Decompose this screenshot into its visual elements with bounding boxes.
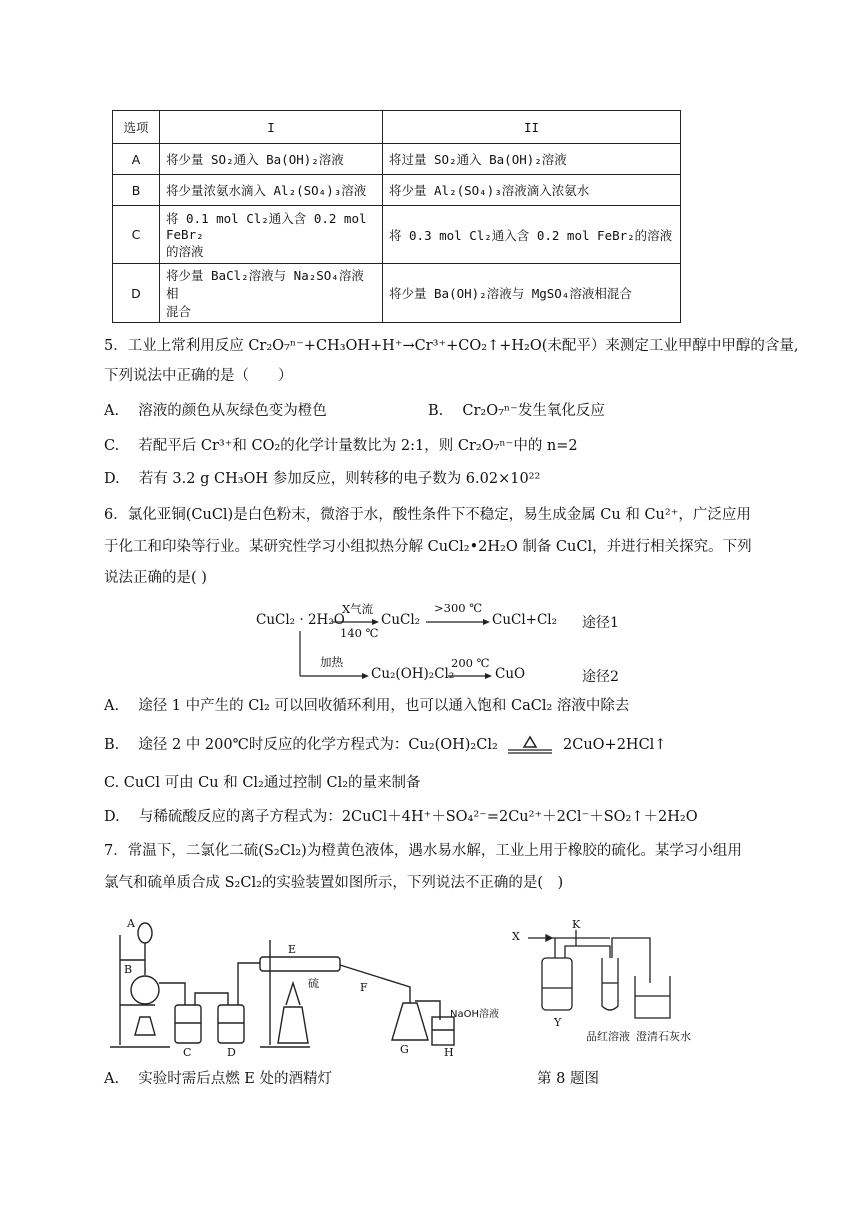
cell-ii: 将 0.3 mol Cl₂通入含 0.2 mol FeBr₂的溶液 (383, 206, 681, 264)
cell-ii: 将过量 SO₂通入 Ba(OH)₂溶液 (383, 144, 681, 175)
apparatus-figure (110, 905, 500, 1065)
q7-option-a: A. 实验时需后点燃 E 处的酒精灯 (104, 1071, 332, 1087)
label-c: C (183, 1046, 192, 1059)
scheme-arrow3-top: 200 ℃ (451, 656, 490, 670)
row-key: C (113, 206, 160, 264)
label-e: E (288, 943, 297, 956)
scheme-start: CuCl₂ · 2H₂O (256, 612, 345, 628)
q5-stem-line2: 下列说法中正确的是（ ） (104, 368, 293, 384)
table-row (113, 206, 681, 264)
apparatus-drawing (110, 905, 500, 1065)
scheme-mid2: Cu₂(OH)₂Cl₂ (371, 666, 455, 682)
scheme-route1: 途径1 (582, 615, 619, 631)
header-ii: II (383, 111, 681, 144)
label-h: H (444, 1046, 454, 1059)
q6-option-b-post: 2CuO+2HCl↑ (563, 737, 667, 753)
q6-option-b (104, 735, 666, 755)
fig8-label-y: Y (554, 1016, 562, 1029)
header-option: 选项 (113, 111, 160, 144)
label-g: G (400, 1043, 409, 1056)
label-sulfur: 硫 (308, 977, 319, 990)
label-b: B (124, 963, 133, 976)
scheme-heat: 加热 (320, 655, 343, 669)
fig8-drawing (510, 918, 710, 1048)
scheme-arrow1-bottom: 140 ℃ (340, 626, 379, 640)
cell-i-line2: 的溶液 (166, 244, 204, 259)
scheme-route2: 途径2 (582, 669, 619, 685)
scheme-end2: CuO (495, 666, 526, 682)
scheme-mid1: CuCl₂ (381, 612, 421, 628)
fig8-label-pinhong: 品红溶液 (586, 1030, 630, 1043)
table-row (113, 264, 681, 323)
label-f: F (360, 981, 368, 994)
cell-i: 将少量 SO₂通入 Ba(OH)₂溶液 (160, 144, 383, 175)
cell-i (160, 206, 383, 264)
scheme-arrow2-top: >300 ℃ (434, 601, 483, 615)
fig8-label-lime: 澄清石灰水 (636, 1030, 691, 1043)
cell-i (160, 264, 383, 323)
q5-option-b: B. Cr₂O₇ⁿ⁻发生氧化反应 (428, 403, 605, 419)
q5-option-a: A. 溶液的颜色从灰绿色变为橙色 (104, 403, 327, 419)
cell-ii: 将少量 Ba(OH)₂溶液与 MgSO₄溶液相混合 (383, 264, 681, 323)
table-row (113, 144, 681, 175)
q6-option-b-pre: B. 途径 2 中 200℃时反应的化学方程式为：Cu₂(OH)₂Cl₂ (104, 737, 498, 753)
fig8-label-x: X (512, 930, 520, 943)
row-key: B (113, 175, 160, 206)
cell-i-line1: 将 0.1 mol Cl₂通入含 0.2 mol FeBr₂ (166, 211, 367, 242)
table-row (113, 175, 681, 206)
q7-stem-line2: 氯气和硫单质合成 S₂Cl₂的实验装置如图所示，下列说法不正确的是( ) (104, 875, 564, 891)
label-a: A (127, 917, 135, 930)
q6-option-d: D. 与稀硫酸反应的离子方程式为：2CuCl＋4H⁺＋SO₄²⁻=2Cu²⁺＋2Cl⁻＋SO₂↑＋2H₂O (104, 809, 698, 825)
q6-option-a: A. 途径 1 中产生的 Cl₂ 可以回收循环利用，也可以通入饱和 CaCl₂ 溶液中除去 (104, 698, 630, 714)
heating-triangle-icon (504, 735, 556, 755)
reaction-scheme (250, 598, 630, 688)
q5-option-c: C. 若配平后 Cr³⁺和 CO₂的化学计量数比为 2:1，则 Cr₂O₇ⁿ⁻中的 n=2 (104, 438, 578, 454)
fig8-label-k: K (572, 918, 581, 931)
label-naoh: NaOH溶液 (450, 1009, 499, 1020)
q6-stem-line1: 6．氯化亚铜(CuCl)是白色粉末，微溶于水，酸性条件下不稳定，易生成金属 Cu 和 Cu²⁺，广泛应用 (104, 507, 751, 523)
q5-stem-line1: 5．工业上常利用反应 Cr₂O₇ⁿ⁻+CH₃OH+H⁺→Cr³⁺+CO₂↑+H₂O(未配平）来测定工业甲醇中甲醇的含量, (104, 338, 799, 354)
fig8-caption: 第 8 题图 (537, 1071, 599, 1087)
cell-i-line2: 混合 (166, 304, 192, 319)
q5-option-d: D. 若有 3.2 g CH₃OH 参加反应，则转移的电子数为 6.02×10²² (104, 471, 541, 487)
options-table (112, 110, 681, 323)
scheme-arrow1-top: X气流 (342, 602, 374, 616)
q6-stem-line2: 于化工和印染等行业。某研究性学习小组拟热分解 CuCl₂•2H₂O 制备 CuCl，并进行相关探究。下列 (104, 539, 752, 555)
scheme-end1: CuCl+Cl₂ (492, 612, 558, 628)
q6-stem-line3: 说法正确的是( ) (104, 570, 207, 586)
q6-option-c: C. CuCl 可由 Cu 和 Cl₂通过控制 Cl₂的量来制备 (104, 775, 421, 791)
table-header-row (113, 111, 681, 144)
label-d: D (227, 1046, 236, 1059)
cell-i: 将少量浓氨水滴入 Al₂(SO₄)₃溶液 (160, 175, 383, 206)
cell-ii: 将少量 Al₂(SO₄)₃溶液滴入浓氨水 (383, 175, 681, 206)
cell-i-line1: 将少量 BaCl₂溶液与 Na₂SO₄溶液相 (166, 268, 364, 301)
header-i: I (160, 111, 383, 144)
row-key: D (113, 264, 160, 323)
row-key: A (113, 144, 160, 175)
q7-stem-line1: 7．常温下，二氯化二硫(S₂Cl₂)为橙黄色液体，遇水易水解，工业上用于橡胶的硫化。某学习小组用 (104, 843, 742, 859)
